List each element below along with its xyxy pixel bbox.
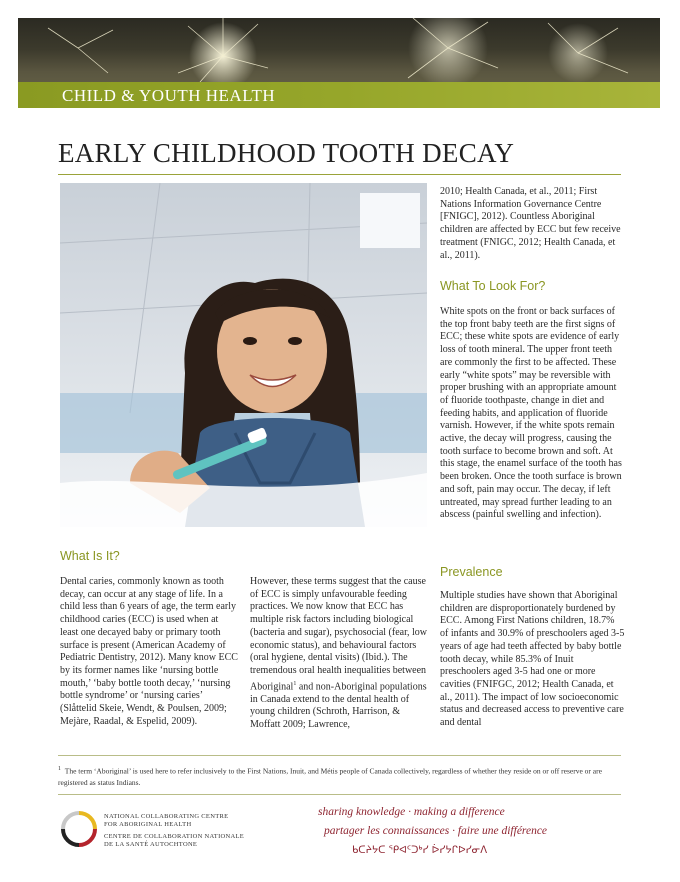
tagline-inuktitut: ᑲᑕᔨᔭᑕ ᕿᐊᑦᑐᒃᓯ ᐆᓯᔭᒋᐅᓯᓂᐱ (352, 845, 488, 856)
heading-what-is-it: What Is It? (60, 549, 120, 563)
what-is-it-paragraph-2 (250, 576, 430, 732)
title-divider (58, 174, 621, 175)
paragraph-2-part-a: However, these terms suggest that the cause of ECC is simply unfavourable feeding practices. We now know that ECC has multiple risk factors including biological (bacteria and sugar), psychosocial (fear, low economic status), and behavioural factors (oral hygiene, dental visits) (Ibid.). The tremendous oral health inequalities between Aboriginal (250, 576, 428, 692)
section-title: CHILD & YOUTH HEALTH (62, 86, 276, 105)
prevalence-paragraph: Multiple studies have shown that Aboriginal children are disproportionately burdened by ECC. Among First Nations children, 18.7% of infants and 30.9% of preschoolers aged 3-5 years of age had teeth affected by baby bottle tooth decay, while 85.3% of Inuit preschoolers aged 3-5 had one or more cavities (FNIFGC, 2012; Health Canada, et al., 2011). The impact of low socioeconomic status and decreased access to preventive care and dental (440, 590, 625, 729)
heading-what-to-look-for: What To Look For? (440, 279, 546, 293)
org-name-en-line-1: NATIONAL COLLABORATING CENTRE (104, 813, 229, 820)
org-name-fr (104, 833, 244, 849)
what-is-it-paragraph-1: Dental caries, commonly known as tooth decay, can occur at any stage of life. In a child less than 6 years of age, the term early childhood caries (ECC) is used when at least one decayed baby or primary tooth surface is present (American Academy of Pediatric Dentistry, 2012). Many know ECC by its former names like ‘nursing bottle mouth,’ ‘baby bottle tooth decay,’ ‘nursing bottle syndrome’ or ‘nursing caries’ (Slåttelid Skeie, Wendt, & Poulsen, 2009; Mejàre, Raadal, & Espelid, 2009). (60, 576, 238, 727)
footnote (58, 764, 618, 788)
tagline-fr: partager les connaissances · faire une différence (324, 825, 548, 837)
footer-divider (58, 794, 621, 795)
child-brushing-photo (60, 183, 427, 527)
dandelion-image (18, 18, 660, 82)
footnote-ref: 1 (293, 680, 297, 687)
page-title: EARLY CHILDHOOD TOOTH DECAY (58, 138, 515, 168)
org-name-en (104, 813, 228, 829)
org-name-en-line-2: FOR ABORIGINAL HEALTH (104, 821, 192, 828)
org-name-fr-line-1: CENTRE DE COLLABORATION NATIONALE (104, 833, 245, 840)
header-banner (18, 18, 660, 108)
paragraph-2-part-b: and non-Aboriginal populations in Canada extend to the dental health of young children (Schroth, Harrison, & Moffatt 2009; Lawrence, (250, 680, 427, 731)
footnote-divider (58, 755, 621, 756)
right-intro-paragraph: 2010; Health Canada, et al., 2011; First Nations Information Governance Centre [FNIGC], 2012). Countless Aboriginal children are affected by ECC but few receive treatment (FNIGC, 2012; Health Canada, et al., 2011). (440, 186, 621, 261)
what-to-look-for-paragraph: White spots on the front or back surfaces of the top front baby teeth are the first signs of ECC; these white spots are evidence of early loss of tooth mineral. The upper front teeth are commonly the first to be affected. These early “white spots” may be reversible with proper brushing with an appropriate amount of fluoride toothpaste, change in diet and feeding habits, and application of fluoride varnish. However, if the white spots remain active, the decay will progress, causing the tooth surface to become brown and soft. At this stage, the enamel surface of the tooth has been broken. Once the tooth surface is brown and soft, pain may occur. The decay, if left untreated, may spread further leading to an abscess (painful swelling and infection). (440, 306, 622, 521)
org-name-fr-line-2: DE LA SANTÉ AUTOCHTONE (104, 841, 198, 848)
heading-prevalence: Prevalence (440, 565, 503, 579)
tagline-en: sharing knowledge · making a difference (318, 806, 505, 818)
nccah-logo-icon (60, 810, 98, 848)
footnote-marker: 1 (58, 766, 61, 772)
footnote-text: The term ‘Aboriginal’ is used here to refer inclusively to the First Nations, Inuit, and Métis people of Canada collectively, regardless of whether they reside on or off reserve or are registered as status Indians. (58, 766, 602, 787)
